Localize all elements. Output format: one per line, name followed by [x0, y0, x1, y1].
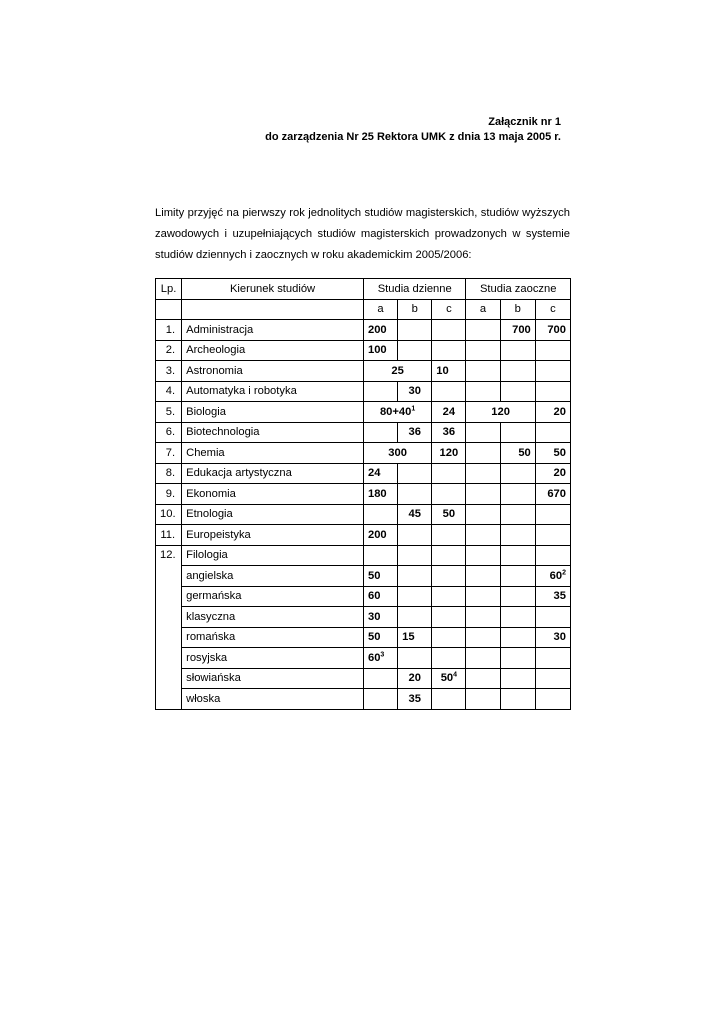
cell-value: 80+40	[379, 405, 412, 418]
cell-dzienne-b: 20	[398, 668, 432, 689]
row-number: 6.	[156, 422, 182, 443]
cell-dzienne-ab: 300	[363, 443, 431, 464]
field-name: angielska	[182, 566, 364, 587]
cell-dzienne-ab	[363, 402, 431, 423]
field-name: Biologia	[182, 402, 364, 423]
cell-zaoczne-c	[535, 504, 570, 525]
cell-zaoczne-a	[466, 566, 500, 587]
subheader-c: c	[432, 299, 466, 320]
cell-dzienne-a: 200	[363, 320, 397, 341]
cell-zaoczne-b	[500, 545, 535, 566]
row-number: 9.	[156, 484, 182, 505]
cell-dzienne-b	[398, 340, 432, 361]
cell-dzienne-b	[398, 607, 432, 628]
cell-dzienne-c	[432, 689, 466, 710]
table-row	[156, 627, 571, 648]
cell-dzienne-a: 200	[363, 525, 397, 546]
cell-zaoczne-c	[535, 648, 570, 669]
cell-dzienne-a	[363, 648, 397, 669]
cell-zaoczne-a	[466, 422, 500, 443]
field-name: Biotechnologia	[182, 422, 364, 443]
row-number: 11.	[156, 525, 182, 546]
cell-dzienne-c: 24	[432, 402, 466, 423]
table-row	[156, 586, 571, 607]
cell-zaoczne-a	[466, 607, 500, 628]
table-row	[156, 484, 571, 505]
field-name: słowiańska	[182, 668, 364, 689]
cell-zaoczne-a	[466, 586, 500, 607]
cell-dzienne-a: 100	[363, 340, 397, 361]
field-name: Europeistyka	[182, 525, 364, 546]
cell-dzienne-c	[432, 484, 466, 505]
cell-zaoczne-b	[500, 463, 535, 484]
cell-dzienne-b: 35	[398, 689, 432, 710]
subheader-a: a	[466, 299, 500, 320]
cell-zaoczne-c	[535, 340, 570, 361]
cell-dzienne-c	[432, 525, 466, 546]
cell-zaoczne-c: 35	[535, 586, 570, 607]
footnote-marker: 2	[562, 569, 566, 577]
table-row	[156, 545, 571, 566]
table-row	[156, 422, 571, 443]
cell-zaoczne-b	[500, 361, 535, 382]
cell-zaoczne-a	[466, 320, 500, 341]
cell-zaoczne-c	[535, 525, 570, 546]
cell-zaoczne-ab: 120	[466, 402, 535, 423]
table-row	[156, 689, 571, 710]
cell-dzienne-b	[398, 463, 432, 484]
cell-zaoczne-c	[535, 361, 570, 382]
cell-dzienne-a: 30	[363, 607, 397, 628]
cell-dzienne-a: 24	[363, 463, 397, 484]
cell-zaoczne-b	[500, 607, 535, 628]
cell-zaoczne-a	[466, 668, 500, 689]
cell-value: 60	[367, 651, 381, 664]
table-row	[156, 381, 571, 402]
cell-zaoczne-c	[535, 689, 570, 710]
cell-dzienne-b	[398, 525, 432, 546]
cell-zaoczne-a	[466, 504, 500, 525]
cell-dzienne-a	[363, 668, 397, 689]
admission-limits-table	[155, 278, 571, 710]
regulation-reference: do zarządzenia Nr 25 Rektora UMK z dnia 13 maja 2005 r.	[265, 131, 561, 143]
table-row	[156, 648, 571, 669]
field-name: klasyczna	[182, 607, 364, 628]
cell-dzienne-c	[432, 586, 466, 607]
cell-zaoczne-a	[466, 443, 500, 464]
footnote-marker: 1	[411, 405, 416, 413]
document-header	[265, 115, 561, 145]
row-number: 12.	[156, 545, 182, 709]
cell-dzienne-a: 60	[363, 586, 397, 607]
cell-zaoczne-a	[466, 484, 500, 505]
cell-dzienne-a: 50	[363, 627, 397, 648]
table-row	[156, 607, 571, 628]
cell-zaoczne-b	[500, 525, 535, 546]
cell-zaoczne-a	[466, 648, 500, 669]
cell-zaoczne-c	[535, 668, 570, 689]
intro-paragraph: Limity przyjęć na pierwszy rok jednolitych studiów magisterskich, studiów wyższych zawodowych i uzupełniających studiów magisterskich prowadzonych w systemie studiów dziennych i zaocznych w roku akademickim 2005/2006:	[155, 207, 570, 261]
row-number: 7.	[156, 443, 182, 464]
cell-dzienne-a	[363, 504, 397, 525]
cell-zaoczne-b	[500, 484, 535, 505]
row-number: 2.	[156, 340, 182, 361]
cell-dzienne-b: 45	[398, 504, 432, 525]
row-number: 5.	[156, 402, 182, 423]
cell-dzienne-b	[398, 566, 432, 587]
cell-dzienne-b	[398, 545, 432, 566]
attachment-number: Załącznik nr 1	[488, 116, 561, 128]
cell-dzienne-c	[432, 320, 466, 341]
cell-dzienne-c	[432, 381, 466, 402]
cell-zaoczne-a	[466, 381, 500, 402]
cell-dzienne-c	[432, 607, 466, 628]
cell-dzienne-c	[432, 627, 466, 648]
table-header-row	[156, 279, 571, 300]
footnote-marker: 3	[380, 651, 385, 659]
cell-zaoczne-c: 50	[535, 443, 570, 464]
cell-zaoczne-a	[466, 545, 500, 566]
table-subheader-row	[156, 299, 571, 320]
field-name: Administracja	[182, 320, 364, 341]
header-lp: Lp.	[156, 279, 182, 300]
cell-zaoczne-a	[466, 627, 500, 648]
subheader-empty	[182, 299, 364, 320]
field-name: Automatyka i robotyka	[182, 381, 364, 402]
cell-zaoczne-c: 30	[535, 627, 570, 648]
cell-zaoczne-a	[466, 340, 500, 361]
cell-zaoczne-c: 700	[535, 320, 570, 341]
table-row	[156, 402, 571, 423]
cell-zaoczne-a	[466, 463, 500, 484]
header-kierunek: Kierunek studiów	[182, 279, 364, 300]
cell-zaoczne-b	[500, 689, 535, 710]
field-name: germańska	[182, 586, 364, 607]
cell-zaoczne-b	[500, 422, 535, 443]
cell-zaoczne-a	[466, 361, 500, 382]
subheader-b: b	[500, 299, 535, 320]
row-number: 4.	[156, 381, 182, 402]
cell-zaoczne-c: 670	[535, 484, 570, 505]
field-name: romańska	[182, 627, 364, 648]
row-number: 1.	[156, 320, 182, 341]
cell-dzienne-a: 50	[363, 566, 397, 587]
subheader-empty	[156, 299, 182, 320]
cell-dzienne-c	[432, 668, 466, 689]
table-row	[156, 668, 571, 689]
cell-zaoczne-c	[535, 607, 570, 628]
cell-zaoczne-c: 20	[535, 402, 570, 423]
cell-zaoczne-a	[466, 525, 500, 546]
cell-zaoczne-b	[500, 648, 535, 669]
cell-value: 60	[549, 569, 563, 582]
header-studia-zaoczne: Studia zaoczne	[466, 279, 571, 300]
cell-zaoczne-c	[535, 422, 570, 443]
cell-dzienne-c: 10	[432, 361, 466, 382]
field-name: Edukacja artystyczna	[182, 463, 364, 484]
cell-dzienne-a	[363, 381, 397, 402]
cell-dzienne-b: 36	[398, 422, 432, 443]
cell-dzienne-c	[432, 648, 466, 669]
cell-dzienne-b: 30	[398, 381, 432, 402]
table-row	[156, 361, 571, 382]
field-name: włoska	[182, 689, 364, 710]
table-row	[156, 566, 571, 587]
cell-zaoczne-b: 50	[500, 443, 535, 464]
cell-dzienne-c	[432, 545, 466, 566]
table-row	[156, 463, 571, 484]
cell-dzienne-b	[398, 320, 432, 341]
subheader-c: c	[535, 299, 570, 320]
footnote-marker: 4	[453, 671, 458, 679]
cell-zaoczne-b	[500, 586, 535, 607]
cell-dzienne-c: 50	[432, 504, 466, 525]
table-row	[156, 525, 571, 546]
cell-dzienne-ab: 25	[363, 361, 431, 382]
cell-dzienne-c	[432, 566, 466, 587]
table-row	[156, 320, 571, 341]
subheader-b: b	[398, 299, 432, 320]
field-name: Filologia	[182, 545, 364, 566]
field-name: Chemia	[182, 443, 364, 464]
cell-zaoczne-b	[500, 566, 535, 587]
row-number: 3.	[156, 361, 182, 382]
cell-dzienne-b	[398, 586, 432, 607]
cell-zaoczne-c	[535, 381, 570, 402]
header-studia-dzienne: Studia dzienne	[363, 279, 465, 300]
cell-zaoczne-c	[535, 566, 570, 587]
cell-zaoczne-b	[500, 668, 535, 689]
subheader-a: a	[363, 299, 397, 320]
cell-dzienne-a	[363, 545, 397, 566]
table-row	[156, 443, 571, 464]
cell-zaoczne-b	[500, 504, 535, 525]
cell-dzienne-a: 180	[363, 484, 397, 505]
cell-dzienne-b	[398, 648, 432, 669]
field-name: Ekonomia	[182, 484, 364, 505]
cell-zaoczne-a	[466, 689, 500, 710]
cell-zaoczne-b	[500, 381, 535, 402]
cell-value: 50	[440, 672, 454, 685]
row-number: 8.	[156, 463, 182, 484]
cell-dzienne-b: 15	[398, 627, 432, 648]
cell-dzienne-c: 120	[432, 443, 466, 464]
cell-dzienne-c	[432, 463, 466, 484]
cell-dzienne-c: 36	[432, 422, 466, 443]
table-row	[156, 504, 571, 525]
cell-dzienne-a	[363, 689, 397, 710]
cell-zaoczne-b	[500, 340, 535, 361]
cell-dzienne-a	[363, 422, 397, 443]
cell-dzienne-c	[432, 340, 466, 361]
field-name: rosyjska	[182, 648, 364, 669]
cell-zaoczne-c: 20	[535, 463, 570, 484]
field-name: Astronomia	[182, 361, 364, 382]
field-name: Archeologia	[182, 340, 364, 361]
row-number: 10.	[156, 504, 182, 525]
field-name: Etnologia	[182, 504, 364, 525]
cell-zaoczne-b	[500, 627, 535, 648]
cell-zaoczne-b: 700	[500, 320, 535, 341]
cell-zaoczne-c	[535, 545, 570, 566]
cell-dzienne-b	[398, 484, 432, 505]
table-row	[156, 340, 571, 361]
